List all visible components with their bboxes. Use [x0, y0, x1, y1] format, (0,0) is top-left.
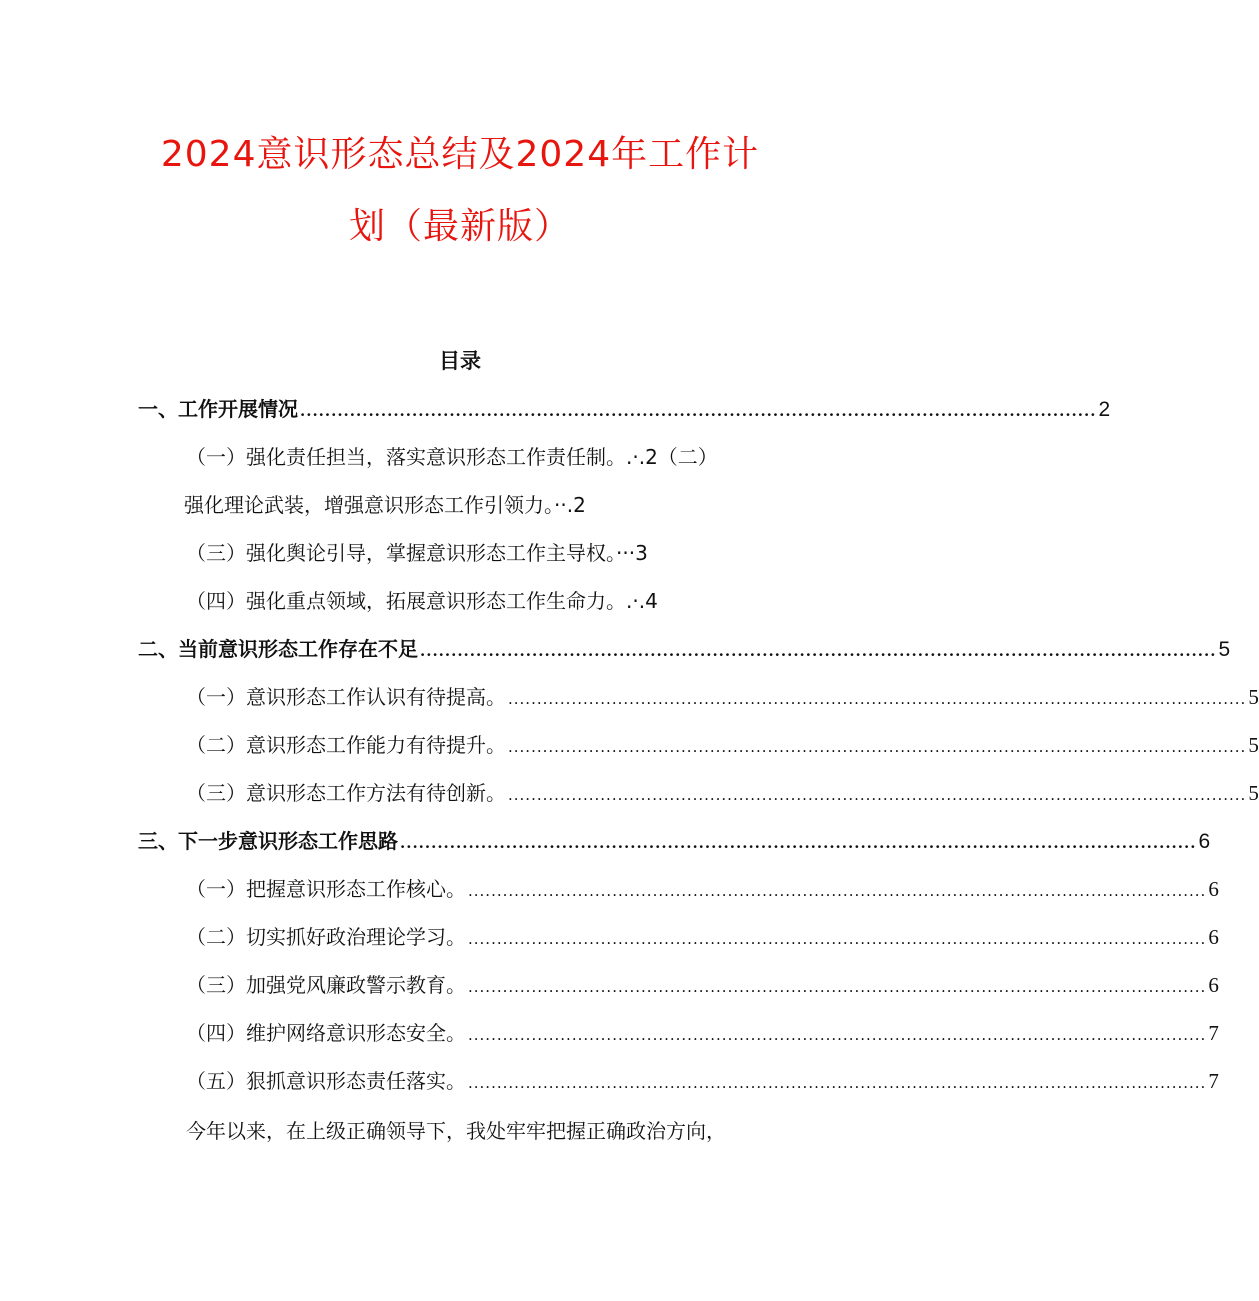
toc-entry-1-1[interactable]: （一）强化责任担当，落实意识形态工作责任制。.·.2（二）	[186, 445, 718, 469]
document-title-line-2: 划（最新版）	[348, 206, 571, 247]
toc-entry-1-3[interactable]: （三）强化舆论引导，掌握意识形态工作主导权。···3	[186, 541, 648, 565]
toc-page-number: 7	[1208, 1021, 1219, 1045]
toc-leader-dots: ................................................................................................................................	[400, 834, 1197, 852]
toc-leader-dots: ................................................................................................................................	[468, 1074, 1207, 1092]
toc-entry-3-4[interactable]	[186, 1018, 1219, 1050]
toc-entry-3-1[interactable]	[186, 874, 1219, 906]
toc-leader-dots: ................................................................................................................................	[508, 690, 1247, 708]
toc-leader-dots: ................................................................................................................................	[300, 402, 1097, 420]
toc-entry-label: （一）意识形态工作认识有待提高。	[186, 685, 506, 709]
toc-leader-dots: ................................................................................................................................	[468, 978, 1207, 996]
toc-heading: 目录	[439, 349, 481, 373]
toc-page-number: 5	[1248, 733, 1259, 757]
toc-entry-1-4[interactable]: （四）强化重点领域，拓展意识形态工作生命力。.·.4	[186, 589, 658, 613]
document-title-line-1: 2024意识形态总结及2024年工作计	[160, 134, 760, 175]
toc-entry-2-1[interactable]	[186, 682, 1259, 714]
toc-entry-label: （一）把握意识形态工作核心。	[186, 877, 466, 901]
toc-section-label: 三、下一步意识形态工作思路	[138, 829, 398, 853]
toc-page-number: 6	[1208, 973, 1219, 997]
toc-leader-dots: ................................................................................................................................	[508, 738, 1247, 756]
toc-page-number: 5	[1248, 685, 1259, 709]
toc-section-label: 一、工作开展情况	[138, 397, 298, 421]
body-paragraph: 今年以来，在上级正确领导下，我处牢牢把握正确政治方向，	[186, 1119, 726, 1143]
toc-entry-label: （三）意识形态工作方法有待创新。	[186, 781, 506, 805]
toc-page-number: 6	[1198, 830, 1211, 853]
toc-entry-label: （二）意识形态工作能力有待提升。	[186, 733, 506, 757]
toc-leader-dots: ................................................................................................................................	[420, 642, 1217, 660]
toc-section-1[interactable]	[138, 394, 1111, 426]
toc-entry-3-2[interactable]	[186, 922, 1219, 954]
toc-page-number: 7	[1208, 1069, 1219, 1093]
toc-page-number: 6	[1208, 925, 1219, 949]
toc-entry-1-2[interactable]: 强化理论武装，增强意识形态工作引领力。··.2	[184, 493, 586, 517]
toc-entry-label: （三）加强党风廉政警示教育。	[186, 973, 466, 997]
toc-entry-2-3[interactable]	[186, 778, 1259, 810]
toc-entry-3-3[interactable]	[186, 970, 1219, 1002]
toc-leader-dots: ................................................................................................................................	[508, 786, 1247, 804]
toc-page-number: 5	[1248, 781, 1259, 805]
toc-page-number: 2	[1098, 398, 1111, 421]
toc-leader-dots: ................................................................................................................................	[468, 930, 1207, 948]
toc-entry-label: （五）狠抓意识形态责任落实。	[186, 1069, 466, 1093]
toc-entry-3-5[interactable]	[186, 1066, 1219, 1098]
toc-section-label: 二、当前意识形态工作存在不足	[138, 637, 418, 661]
toc-leader-dots: ................................................................................................................................	[468, 882, 1207, 900]
toc-leader-dots: ................................................................................................................................	[468, 1026, 1207, 1044]
toc-section-2[interactable]	[138, 634, 1231, 666]
toc-page-number: 5	[1218, 638, 1231, 661]
toc-entry-2-2[interactable]	[186, 730, 1259, 762]
toc-entry-label: （四）维护网络意识形态安全。	[186, 1021, 466, 1045]
toc-entry-label: （二）切实抓好政治理论学习。	[186, 925, 466, 949]
toc-section-3[interactable]	[138, 826, 1211, 858]
toc-page-number: 6	[1208, 877, 1219, 901]
